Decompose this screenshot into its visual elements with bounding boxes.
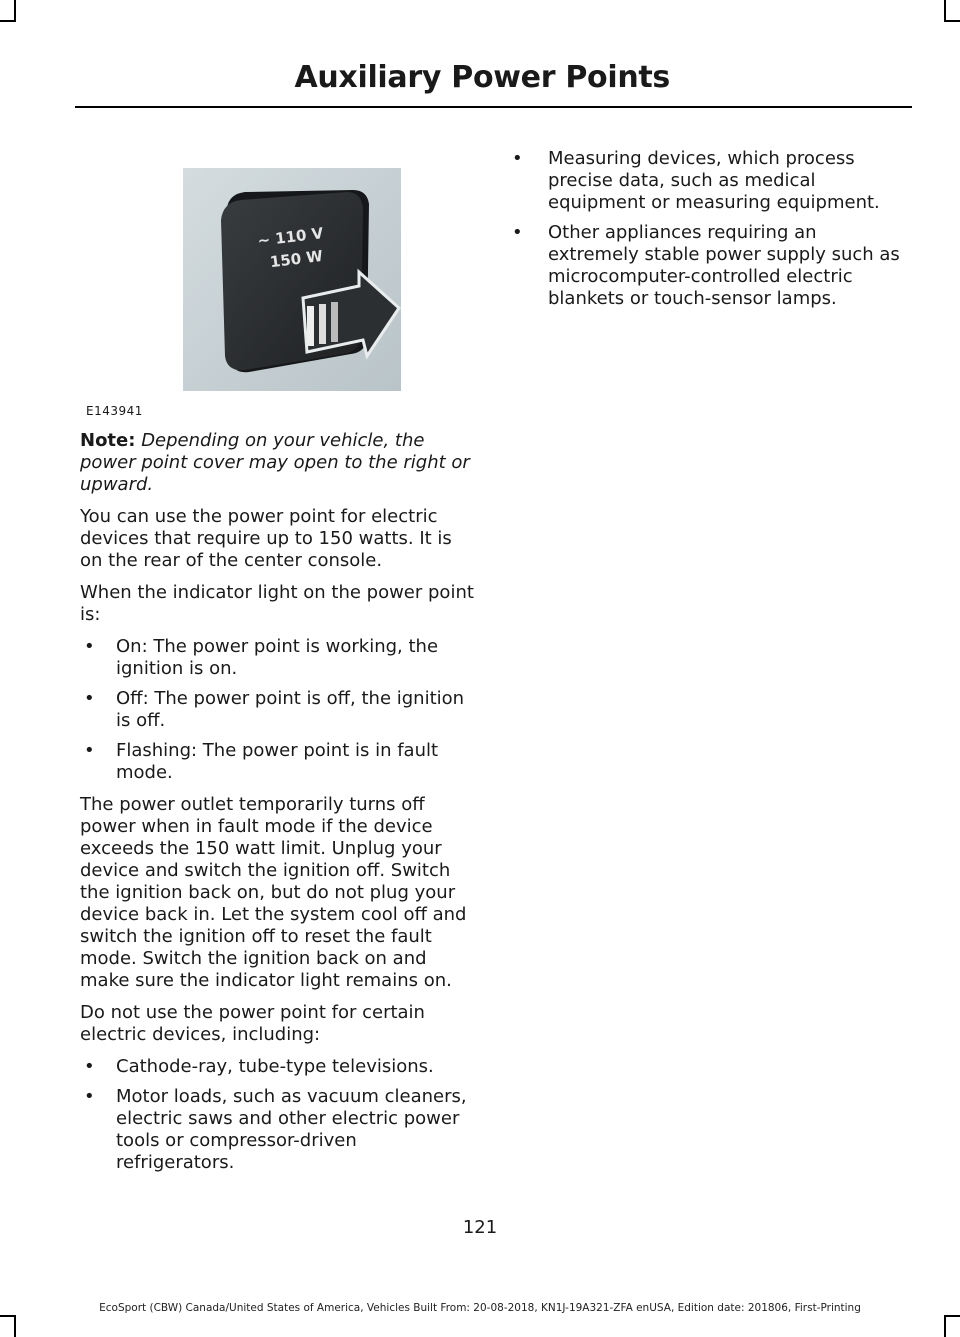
crop-mark <box>0 1315 16 1317</box>
bullet-icon: • <box>84 688 95 709</box>
power-point-figure <box>183 168 401 391</box>
footer-text: EcoSport (CBW) Canada/United States of America, Vehicles Built From: 20-08-2018, KN1J-19A321-ZFA enUSA, Edition date: 201806, First-Printing <box>99 1302 861 1314</box>
bullet-icon: • <box>512 148 523 169</box>
device-list-continued <box>508 148 912 310</box>
list-item: • Other appliances requiring an extremely stable power supply such as microcomputer-controlled electric blankets or touch-sensor lamps. <box>512 222 900 309</box>
list-item: • On: The power point is working, the ignition is on. <box>84 636 439 679</box>
paragraph: When the indicator light on the power point is: <box>80 582 474 625</box>
crop-mark <box>0 20 16 22</box>
bullet-icon: • <box>84 740 95 761</box>
list-item: • Cathode-ray, tube-type televisions. <box>84 1056 434 1077</box>
paragraph: Do not use the power point for certain electric devices, including: <box>80 1002 425 1045</box>
list-item: • Motor loads, such as vacuum cleaners, electric saws and other electric power tools or compressor-driven refrigerators. <box>84 1086 467 1173</box>
list-item: • Flashing: The power point is in fault mode. <box>84 740 439 783</box>
right-column <box>508 148 912 320</box>
bullet-icon: • <box>84 636 95 657</box>
device-list <box>80 1056 476 1174</box>
title-divider <box>75 106 912 108</box>
note-text: Depending on your vehicle, the power point cover may open to the right or upward. <box>80 430 470 495</box>
figure-id: E143941 <box>86 404 143 418</box>
voltage-label: ~ 110 V <box>256 224 325 250</box>
left-column <box>80 430 476 1184</box>
power-point-cover-illustration <box>183 168 401 391</box>
bullet-icon: • <box>84 1056 95 1077</box>
list-item: • Off: The power point is off, the ignition is off. <box>84 688 465 731</box>
crop-mark <box>944 1315 960 1317</box>
bullet-icon: • <box>512 222 523 243</box>
page-title: Auxiliary Power Points <box>294 60 670 95</box>
crop-mark <box>14 0 16 22</box>
crop-mark <box>944 20 960 22</box>
bullet-icon: • <box>84 1086 95 1107</box>
paragraph: The power outlet temporarily turns off power when in fault mode if the device exceeds the 150 watt limit. Unplug your device and switch the ignition off. Switch the ignition back on, but do not plug your device back in. Let the system cool off and switch the ignition off to reset the fault mode. Switch the ignition back on and make sure the indicator light remains on. <box>80 794 467 991</box>
crop-mark <box>944 0 946 22</box>
paragraph: You can use the power point for electric devices that require up to 150 watts. It is on the rear of the center console. <box>80 506 452 571</box>
crop-mark <box>14 1315 16 1337</box>
indicator-list <box>80 636 476 784</box>
note-label: Note: <box>80 430 136 451</box>
wattage-label: 150 W <box>268 246 324 272</box>
list-item: • Measuring devices, which process precise data, such as medical equipment or measuring equipment. <box>512 148 880 213</box>
crop-mark <box>944 1315 946 1337</box>
note <box>80 430 476 496</box>
page-number: 121 <box>462 1217 498 1238</box>
